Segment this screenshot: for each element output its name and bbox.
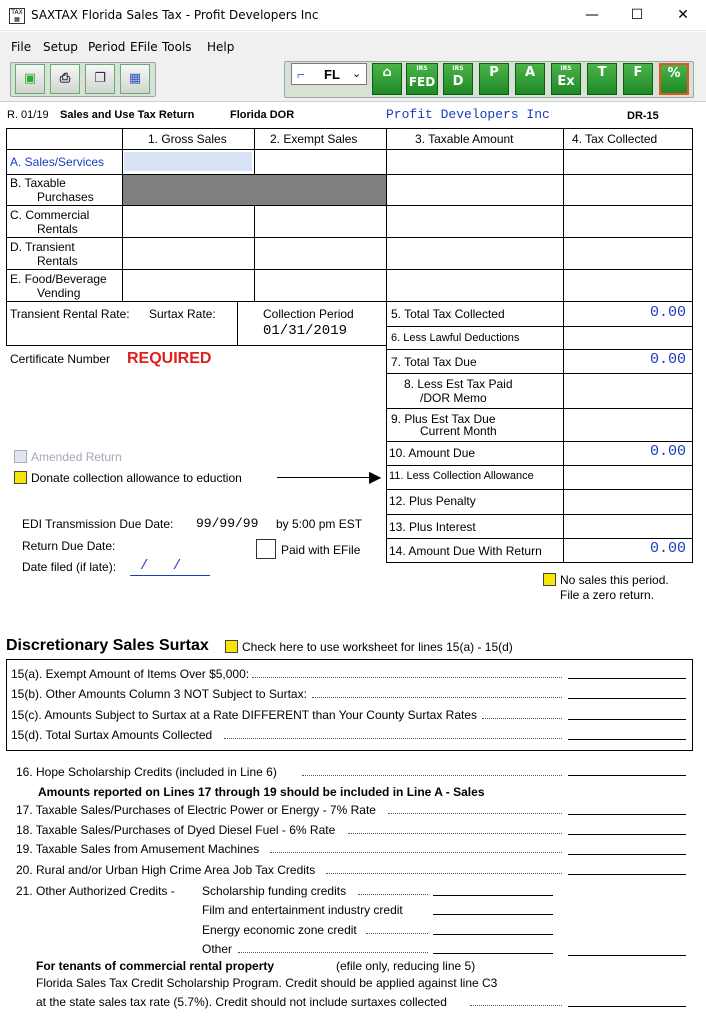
company-name: Profit Developers Inc (386, 107, 550, 122)
credit-film: Film and entertainment industry credit (202, 903, 403, 917)
certificate-required[interactable]: REQUIRED (127, 350, 212, 367)
line12-label: 12. Plus Penalty (389, 494, 476, 508)
paid-efile-checkbox[interactable] (256, 539, 276, 559)
line15b-label: 15(b). Other Amounts Column 3 NOT Subject to Surtax: (11, 687, 307, 701)
menu-file[interactable]: File (11, 40, 32, 54)
line18-input[interactable] (568, 834, 686, 835)
col-header-gross: 1. Gross Sales (148, 132, 227, 146)
t-button[interactable]: T (587, 63, 617, 95)
scholarship-credit-input[interactable] (568, 1006, 686, 1007)
form-agency: Florida DOR (230, 109, 295, 121)
form-code: DR-15 (627, 110, 659, 122)
state-value: FL (324, 67, 340, 82)
lines17-19-note: Amounts reported on Lines 17 through 19 should be included in Line A - Sales (38, 785, 485, 799)
line15d-input[interactable] (568, 739, 686, 740)
line8-label: 8. Less Est Tax Paid (404, 377, 513, 391)
irs-d-button[interactable]: IRS D (443, 63, 473, 95)
row-label-b: B. Taxable (10, 176, 66, 190)
edi-label: EDI Transmission Due Date: (22, 517, 174, 531)
no-sales-label: No sales this period. (560, 573, 669, 587)
col-header-exempt: 2. Exempt Sales (270, 132, 358, 146)
amended-checkbox[interactable] (14, 450, 27, 463)
line10-label: 10. Amount Due (389, 446, 476, 460)
fed-button[interactable]: IRS FED (406, 63, 438, 95)
credit-scholarship: Scholarship funding credits (202, 884, 347, 898)
col-header-collected: 4. Tax Collected (572, 132, 658, 146)
worksheet-checkbox[interactable] (225, 640, 238, 653)
surtax-rate-label: Surtax Rate: (149, 307, 216, 321)
line10-value: 0.00 (649, 443, 686, 460)
line14-value: 0.00 (649, 540, 686, 557)
credit-energy: Energy economic zone credit (202, 923, 357, 937)
line15c-input[interactable] (568, 719, 686, 720)
collection-period-label: Collection Period (263, 307, 354, 321)
credit-energy-input[interactable] (433, 934, 553, 935)
app-icon: TAX ▦ (9, 8, 25, 24)
zero-return-label: File a zero return. (560, 588, 655, 602)
menu-tools[interactable]: Tools (162, 40, 192, 54)
line20-input[interactable] (568, 874, 686, 875)
a-button[interactable]: A (515, 63, 545, 95)
percent-button[interactable]: % (659, 63, 689, 95)
worksheet-label: Check here to use worksheet for lines 15(a) - 15(d) (242, 640, 513, 654)
return-due-label: Return Due Date: (22, 539, 116, 553)
line13-label: 13. Plus Interest (389, 520, 476, 534)
chevron-down-icon: ⌄ (352, 68, 362, 80)
menu-efile[interactable]: EFile (130, 40, 158, 54)
line15a-input[interactable] (568, 678, 686, 679)
credit-scholarship-input[interactable] (433, 895, 553, 896)
line15d-label: 15(d). Total Surtax Amounts Collected (11, 728, 213, 742)
line15b-input[interactable] (568, 698, 686, 699)
row-label-e: E. Food/Beverage (10, 272, 107, 286)
form-name: Sales and Use Tax Return (60, 109, 195, 121)
line7-value: 0.00 (649, 351, 686, 368)
gross-sales-input[interactable] (124, 152, 252, 171)
form-revision: R. 01/19 (7, 109, 49, 121)
collection-period-value[interactable]: 01/31/2019 (263, 323, 348, 339)
row-label-c: C. Commercial (10, 208, 90, 222)
line15c-label: 15(c). Amounts Subject to Surtax at a Rate DIFFERENT than Your County Surtax Rates (11, 708, 478, 722)
credit-other-input[interactable] (433, 953, 553, 954)
line6-label: 6. Less Lawful Deductions (391, 332, 520, 344)
credit-other: Other (202, 942, 233, 956)
menu-help[interactable]: Help (207, 40, 235, 54)
donate-checkbox[interactable] (14, 471, 27, 484)
line21-label: 21. Other Authorized Credits - (16, 884, 175, 898)
line8-label2: /DOR Memo (420, 391, 487, 405)
credit-film-input[interactable] (433, 914, 553, 915)
line19-input[interactable] (568, 854, 686, 855)
amended-label: Amended Return (31, 450, 122, 464)
ex-button[interactable]: IRS Ex (551, 63, 581, 95)
col-header-taxable: 3. Taxable Amount (415, 132, 514, 146)
florida-icon: ⌐ (297, 67, 305, 82)
minimize-button[interactable]: — (585, 7, 599, 23)
line18-label: 18. Taxable Sales/Purchases of Dyed Diesel Fuel - 6% Rate (16, 823, 336, 837)
line21-input[interactable] (568, 955, 686, 956)
paid-efile-label: Paid with EFile (281, 543, 361, 557)
line9-label2: Current Month (420, 424, 497, 438)
window-title: SAXTAX Florida Sales Tax - Profit Developers Inc (31, 8, 319, 22)
row-label-a: A. Sales/Services (10, 155, 105, 169)
donate-label: Donate collection allowance to eduction (31, 471, 242, 485)
home-icon: ⌂ (382, 65, 392, 80)
line16-label: 16. Hope Scholarship Credits (included in Line 6) (16, 765, 277, 779)
no-sales-checkbox[interactable] (543, 573, 556, 586)
surtax-title: Discretionary Sales Surtax (6, 637, 209, 654)
calculator-icon[interactable]: ▦ (120, 64, 150, 94)
save-icon[interactable]: ▣ (15, 64, 45, 94)
line14-label: 14. Amount Due With Return (389, 544, 542, 558)
date-filed-label: Date filed (if late): (22, 560, 117, 574)
close-button[interactable]: ✕ (677, 7, 689, 23)
maximize-button[interactable]: ☐ (630, 7, 644, 23)
line19-label: 19. Taxable Sales from Amusement Machines (16, 842, 260, 856)
line5-value: 0.00 (649, 304, 686, 321)
arrow-line (277, 477, 371, 478)
tenants-label: For tenants of commercial rental property (36, 959, 275, 973)
transient-rate-label: Transient Rental Rate: (10, 307, 130, 321)
home-button[interactable] (372, 63, 402, 95)
line20-label: 20. Rural and/or Urban High Crime Area Job Tax Credits (16, 863, 316, 877)
date-filed-input[interactable]: / / (140, 558, 182, 574)
line17-input[interactable] (568, 814, 686, 815)
line5-label: 5. Total Tax Collected (391, 307, 505, 321)
edi-date: 99/99/99 (196, 516, 259, 531)
line11-label: 11. Less Collection Allowance (389, 470, 534, 482)
disabled-cell (123, 175, 386, 205)
row-label-d2: Rentals (37, 254, 78, 268)
copy-icon[interactable]: ❐ (85, 64, 115, 94)
state-select[interactable] (291, 63, 367, 85)
line16-input[interactable] (568, 775, 686, 776)
row-label-e2: Vending (37, 286, 81, 300)
print-icon[interactable]: ⎙ (50, 64, 80, 94)
f-button[interactable]: F (623, 63, 653, 95)
p-button[interactable]: P (479, 63, 509, 95)
program-text-1: Florida Sales Tax Credit Scholarship Program. Credit should be applied against line C3 (36, 976, 498, 990)
line9-label: 9. Plus Est Tax Due (391, 412, 496, 426)
line17-label: 17. Taxable Sales/Purchases of Electric Power or Energy - 7% Rate (16, 803, 376, 817)
line15a-label: 15(a). Exempt Amount of Items Over $5,000: (11, 667, 250, 681)
efile-only-label: (efile only, reducing line 5) (336, 959, 476, 973)
line7-label: 7. Total Tax Due (391, 355, 477, 369)
row-label-b2: Purchases (37, 190, 94, 204)
program-text-2: at the state sales tax rate (5.7%). Credit should not include surtaxes collected (36, 995, 447, 1009)
row-label-d: D. Transient (10, 240, 75, 254)
menu-setup[interactable]: Setup (43, 40, 78, 54)
menu-period[interactable]: Period (88, 40, 126, 54)
arrow-head-icon: ▶ (369, 469, 382, 486)
row-label-c2: Rentals (37, 222, 78, 236)
certificate-label: Certificate Number (10, 352, 111, 366)
edi-time: by 5:00 pm EST (276, 517, 363, 531)
